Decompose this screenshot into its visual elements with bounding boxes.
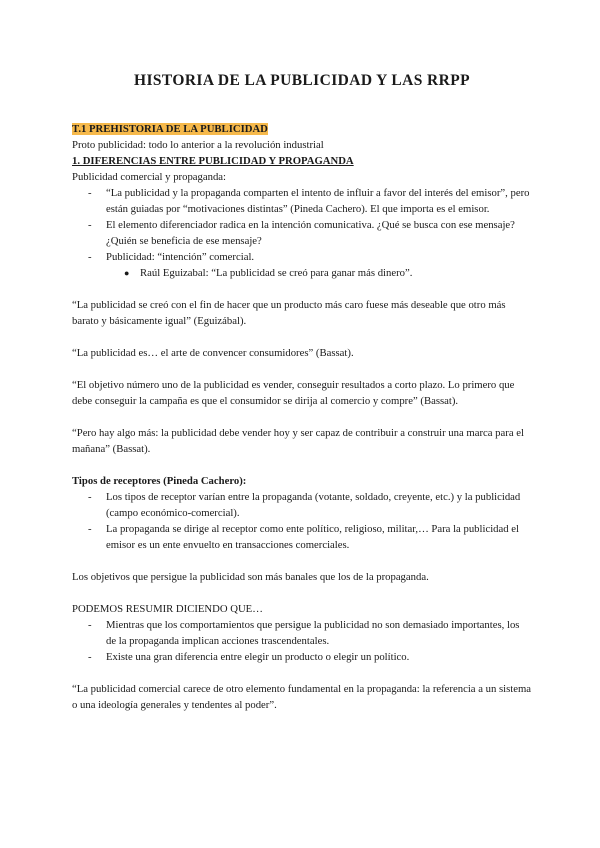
list-item [72, 649, 532, 665]
list-item-text: “La publicidad y la propaganda comparten el intento de influir a favor del interés del emisor”, pero están guiadas por “motivaciones distintas” (Pineda Cachero). El que importa es el emisor. [106, 186, 530, 215]
dash-marker: - [88, 218, 92, 231]
quote-paragraph: “Pero hay algo más: la publicidad debe vender hoy y ser capaz de contribuir a construir una marca para el mañana” (Bassat). [72, 426, 524, 455]
quote-paragraph: “La publicidad se creó con el fin de hacer que un producto más caro fuese más deseable que otro más barato y básicamente igual” (Eguizábal). [72, 298, 506, 327]
list-item-text: Los tipos de receptor varían entre la propaganda (votante, soldado, creyente, etc.) y la publicidad (campo económico-comercial). [106, 490, 521, 519]
list-item-text: Existe una gran diferencia entre elegir un producto o elegir un político. [106, 650, 410, 663]
dash-marker: - [88, 650, 92, 663]
bullet-icon: ● [124, 267, 130, 278]
sub-list-item-text: Raúl Eguizabal: “La publicidad se creó para ganar más dinero”. [140, 266, 413, 279]
list-item-text: El elemento diferenciador radica en la intención comunicativa. ¿Qué se busca con ese mensaje? ¿Quién se beneficia de ese mensaje? [106, 218, 515, 247]
resumir-heading: PODEMOS RESUMIR DICIENDO QUE… [72, 602, 263, 615]
dash-marker: - [88, 490, 92, 503]
list-item-text: Publicidad: “intención” comercial. [106, 250, 255, 263]
dash-marker: - [88, 522, 92, 535]
intro-line: Publicidad comercial y propaganda: [72, 170, 227, 183]
list-item-text: La propaganda se dirige al receptor como ente político, religioso, militar,… Para la publicidad el emisor es un ente envuelto en transacciones comerciales. [106, 522, 519, 551]
document-title: HISTORIA DE LA PUBLICIDAD Y LAS RRPP [134, 72, 470, 89]
dash-marker: - [88, 250, 92, 263]
list-item [72, 217, 532, 249]
tipos-receptores-heading: Tipos de receptores (Pineda Cachero): [72, 474, 247, 487]
section-heading-t1: T.1 PREHISTORIA DE LA PUBLICIDAD [72, 122, 268, 135]
sub-list-item [72, 265, 532, 281]
final-quote-paragraph: “La publicidad comercial carece de otro elemento fundamental en la propaganda: la referencia a un sistema o una ideología generales y tendentes al poder”. [72, 682, 532, 711]
list-item [72, 617, 532, 649]
dash-marker: - [88, 186, 92, 199]
list-item [72, 185, 532, 217]
subsection-heading-1: 1. DIFERENCIAS ENTRE PUBLICIDAD Y PROPAGANDA [72, 154, 354, 167]
list-item [72, 489, 532, 521]
dash-marker: - [88, 618, 92, 631]
list-item [72, 249, 532, 265]
list-item-text: Mientras que los comportamientos que persigue la publicidad no son demasiado importantes, los de la propaganda implican acciones trascendentales. [106, 618, 520, 647]
quote-paragraph: “El objetivo número uno de la publicidad es vender, conseguir resultados a corto plazo. Lo primero que debe conseguir la campaña es que el consumidor se dirija al comercio y compre” (Bassat). [72, 378, 515, 407]
list-item [72, 521, 532, 553]
quote-paragraph: “La publicidad es… el arte de convencer consumidores” (Bassat). [72, 346, 354, 359]
objetivos-paragraph: Los objetivos que persigue la publicidad son más banales que los de la propaganda. [72, 570, 429, 583]
document-body [72, 72, 532, 713]
proto-publicidad-line: Proto publicidad: todo lo anterior a la revolución industrial [72, 138, 324, 151]
